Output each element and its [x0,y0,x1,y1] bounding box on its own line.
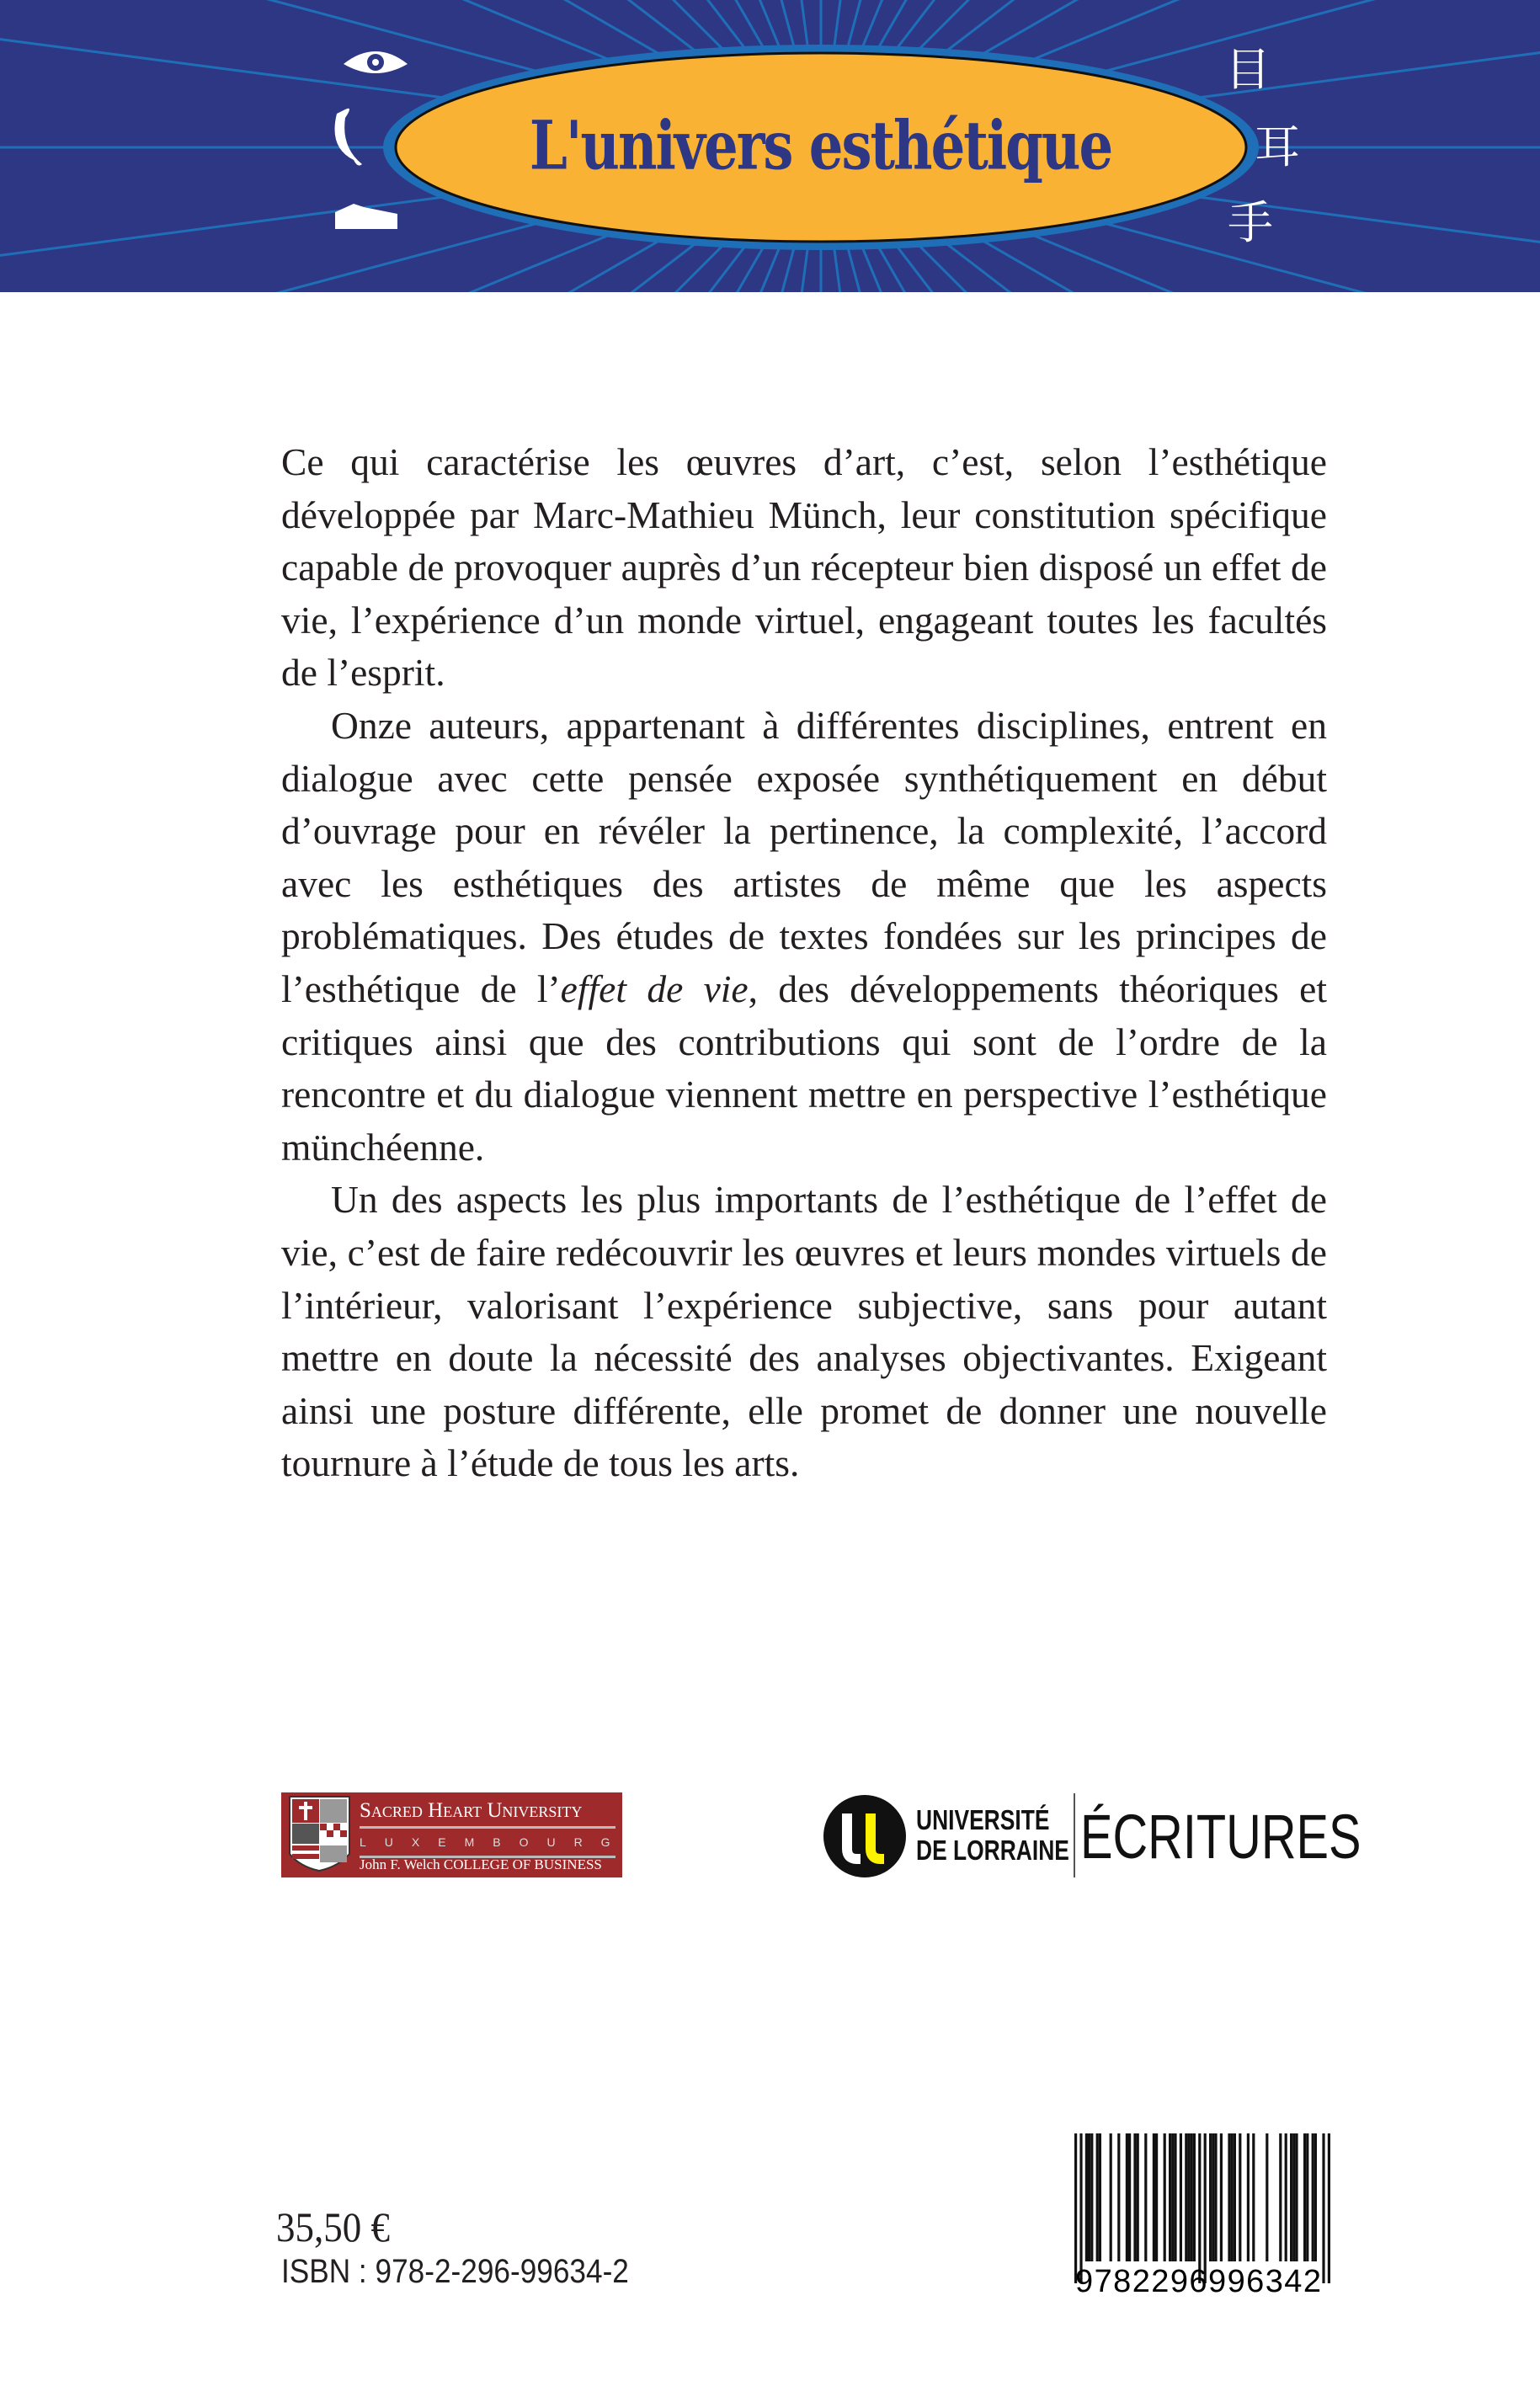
barcode-bar [1314,2133,1317,2261]
barcode-bar [1128,2133,1131,2261]
barcode-bar [1090,2133,1093,2261]
barcode-bar [1110,2133,1112,2261]
barcode-bar [1079,2133,1082,2283]
blurb-paragraph-3: Un des aspects les plus importants de l’esthétique de l’effet de vie, c’est de faire redécouvrir les œuvres et leurs mondes virtuels de l’intérieur, valorisant l’expérience subjective, sans pour autant mettre en doute la nécessité des analyses objectivantes. Exigeant ainsi une posture différente, elle promet de donner une nouvelle tournure à l’étude de tous les arts. [281,1178,1327,1485]
ul-emblem-icon [823,1795,906,1877]
barcode-bar [1312,2133,1314,2261]
isbn-barcode [1059,2130,1337,2298]
back-cover-blurb [281,436,1327,1490]
shield-icon [288,1795,351,1872]
barcode-bar [1144,2133,1147,2261]
barcode-bar [1292,2133,1295,2261]
barcode-bar [1187,2133,1190,2261]
barcode-bar [1212,2133,1214,2261]
barcode-digits: 9782296996342 [1075,2264,1321,2298]
barcode-bar [1169,2133,1171,2261]
barcode-bar [1155,2133,1158,2261]
paragraph-2-italic: effet de vie [560,967,749,1010]
barcode-bar [1174,2133,1176,2261]
barcode-bar [1096,2133,1099,2261]
barcode-bar [1171,2133,1174,2261]
universite-de-lorraine-logo [823,1793,1361,1879]
barcode-bar [1295,2133,1298,2261]
series-title: L'univers esthétique [529,106,1112,186]
barcode-bar [1153,2133,1155,2261]
barcode-bar [1193,2133,1196,2261]
isbn: ISBN : 978-2-296-99634-2 [281,2253,629,2290]
barcode-bar [1085,2133,1088,2261]
barcode-bar [1285,2133,1287,2261]
barcode-bar [1164,2133,1166,2261]
barcode-bar [1290,2133,1292,2261]
barcode-bar [1239,2133,1241,2261]
barcode-bar [1231,2133,1234,2261]
shu-college: John F. Welch COLLEGE OF BUSINESS [360,1856,602,1872]
barcode-bar [1126,2133,1128,2261]
cjk-ear-char: 耳 [1255,120,1300,173]
barcode-bar [1099,2133,1101,2261]
barcode-bar [1303,2133,1306,2261]
barcode-bar [1279,2133,1282,2261]
price: 35,50 € [276,2203,390,2250]
barcode-bar [1234,2133,1236,2261]
cjk-hand-char: 手 [1228,196,1273,249]
barcode-bar [1137,2133,1139,2261]
ecritures-imprint: ÉCRITURES [1080,1802,1361,1872]
barcode-bar [1209,2133,1212,2261]
shu-location: LUXEMBOURG [360,1826,615,1858]
barcode-bar [1252,2133,1255,2261]
barcode-bar [1074,2133,1077,2283]
barcode-bar [1198,2133,1201,2283]
ul-name: UNIVERSITÉ DE LORRAINE [916,1804,1069,1866]
barcode-bar [1204,2133,1207,2283]
barcode-bar [1220,2133,1223,2261]
barcode-bar [1117,2133,1120,2261]
barcode-bar [1228,2133,1230,2261]
barcode-bar [1191,2133,1193,2261]
barcode-bar [1328,2133,1330,2283]
barcode-bar [1247,2133,1250,2261]
barcode-bar [1266,2133,1268,2261]
logo-divider [1074,1793,1075,1877]
paragraph-2-text-b: , des développements théoriques et critiques ainsi que des contributions qui sont de l’ordre de la rencontre et du dialogue viennent mettre en perspective l’esthétique münchéenne. [281,967,1328,1169]
sacred-heart-university-logo [281,1792,629,1877]
blurb-paragraph-1: Ce qui caractérise les œuvres d’art, c’est, selon l’esthétique développée par Marc-Mathieu Münch, leur constitution spécifique capable de provoquer auprès d’un récepteur bien disposé un effet de vie, l’expérience d’un monde virtuel, engageant toutes les facultés de l’esprit. [281,440,1327,695]
blurb-paragraph-2 [281,700,1327,1174]
cjk-eye-char: 目 [1225,43,1271,96]
barcode-bar [1214,2133,1217,2261]
barcode-bar [1306,2133,1308,2261]
barcode-bar [1133,2133,1136,2261]
barcode-bar [1088,2133,1090,2261]
series-banner [0,0,1540,292]
paragraph-2-text-a: Onze auteurs, appartenant à différentes disciplines, entrent en dialogue avec cette pensée exposée synthétiquement en début d’ouvrage pour en révéler la pertinence, la complexité, l’accord avec les esthétiques des artistes de même que les aspects problématiques. Des études de textes fondées sur les principes de l’esthétique de l’ [281,703,1327,1010]
barcode-bar [1180,2133,1182,2261]
barcode-bar [1322,2133,1324,2283]
shu-name: Sacred Heart University [360,1799,583,1822]
barcode-bar [1185,2133,1187,2261]
